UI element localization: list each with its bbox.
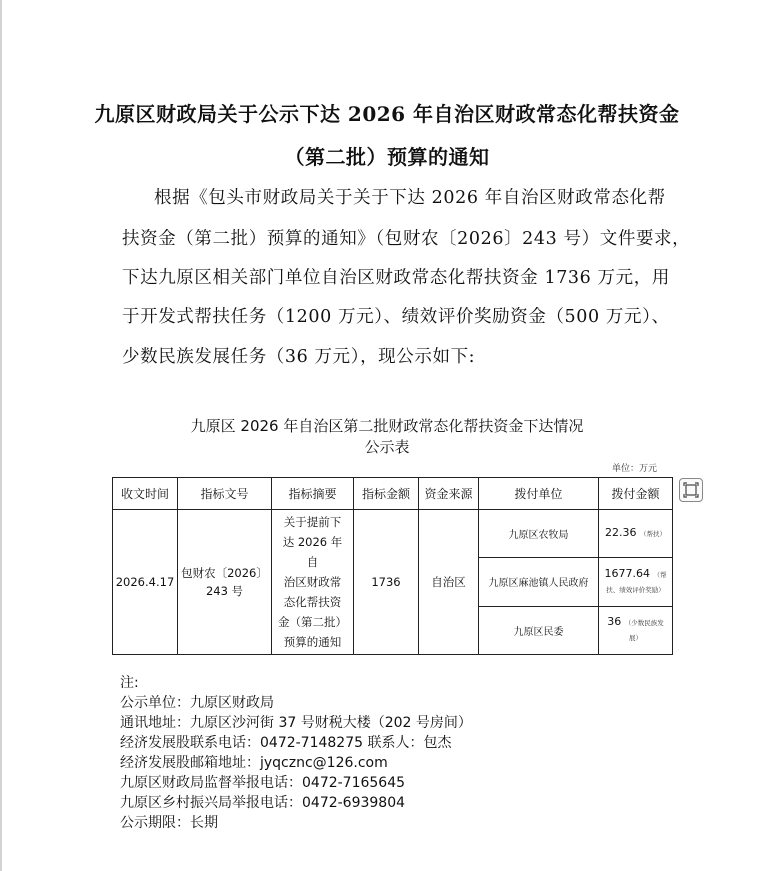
expand-table-icon[interactable] bbox=[679, 478, 703, 502]
amount-cell: 1736 bbox=[354, 510, 419, 655]
header-cell: 指标金额 bbox=[354, 478, 419, 510]
payee-amount-cell bbox=[599, 510, 673, 558]
notes-line: 公示期限：长期 bbox=[120, 815, 218, 831]
header-cell: 指标摘要 bbox=[272, 478, 354, 510]
payee-amount-note: （帮 bbox=[653, 570, 667, 579]
payee-amount-note: （少数民族发 bbox=[624, 619, 664, 628]
payee-amount-note: 扶、绩效评价奖励） bbox=[606, 585, 665, 594]
summary-line: 态化帮扶资 bbox=[283, 595, 342, 609]
notes-line: 九原区财政局监督举报电话：0472-7165645 bbox=[120, 775, 406, 791]
body-paragraph-line: 根据《包头市财政局关于关于下达 2026 年自治区财政常态化帮 bbox=[154, 188, 666, 208]
doc-number-line: 243 号 bbox=[205, 584, 244, 598]
payee-amount-note: 展） bbox=[629, 634, 642, 643]
unit-label: 单位：万元 bbox=[612, 464, 658, 474]
payee-amount: 22.36 bbox=[605, 526, 637, 540]
summary-line: 达 2026 年自 bbox=[282, 535, 343, 569]
payee-amount-cell bbox=[599, 606, 673, 654]
summary-cell bbox=[272, 510, 354, 655]
payee-unit-cell: 九原区农牧局 bbox=[479, 510, 599, 558]
notes-line: 经济发展股联系电话：0472-7148275 联系人：包杰 bbox=[120, 735, 452, 751]
body-paragraph-line: 扶资金（第二批）预算的通知》（包财农〔2026〕243 号）文件要求， bbox=[122, 229, 691, 249]
table-row bbox=[113, 510, 673, 558]
notes-line: 通讯地址：九原区沙河街 37 号财税大楼（202 号房间） bbox=[120, 715, 472, 731]
header-cell: 拨付单位 bbox=[479, 478, 599, 510]
notes-line: 经济发展股邮箱地址：jyqcznc@126.com bbox=[120, 755, 388, 771]
payee-amount-cell bbox=[599, 558, 673, 606]
body-paragraph-line: 于开发式帮扶任务（1200 万元）、绩效评价奖励资金（500 万元）、 bbox=[122, 307, 670, 327]
body-paragraph-line: 下达九原区相关部门单位自治区财政常态化帮扶资金 1736 万元，用 bbox=[122, 268, 670, 288]
notes-line: 九原区乡村振兴局举报电话：0472-6939804 bbox=[120, 795, 406, 811]
table-title-line2: 公示表 bbox=[364, 438, 410, 456]
allocation-table bbox=[112, 477, 673, 655]
payee-unit-cell: 九原区民委 bbox=[479, 606, 599, 654]
notes-line: 公示单位：九原区财政局 bbox=[120, 695, 274, 711]
table-title-line1: 九原区 2026 年自治区第二批财政常态化帮扶资金下达情况 bbox=[190, 417, 584, 435]
summary-line: 金（第二批） bbox=[278, 615, 347, 629]
summary-line: 关于提前下 bbox=[283, 515, 342, 529]
payee-amount: 36 bbox=[607, 615, 622, 629]
notes-heading: 注: bbox=[120, 675, 139, 691]
doc-number-line: 包财农〔2026〕 bbox=[181, 566, 268, 580]
header-cell: 收文时间 bbox=[113, 478, 178, 510]
summary-line: 预算的通知 bbox=[283, 635, 342, 649]
notes-block bbox=[120, 673, 472, 833]
header-cell: 资金来源 bbox=[419, 478, 479, 510]
notice-title-line1: 九原区财政局关于公示下达 2026 年自治区财政常态化帮扶资金 bbox=[94, 102, 680, 126]
source-cell: 自治区 bbox=[419, 510, 479, 655]
summary-line: 治区财政常 bbox=[283, 575, 342, 589]
body-paragraph-line: 少数民族发展任务（36 万元），现公示如下: bbox=[122, 347, 476, 367]
payee-unit-cell: 九原区麻池镇人民政府 bbox=[479, 558, 599, 606]
header-cell: 指标文号 bbox=[178, 478, 272, 510]
doc-number-cell bbox=[178, 510, 272, 655]
header-cell: 拨付金额 bbox=[599, 478, 673, 510]
notice-title-line2: （第二批）预算的通知 bbox=[284, 145, 490, 169]
payee-amount: 1677.64 bbox=[604, 566, 650, 580]
receipt-date-cell: 2026.4.17 bbox=[113, 510, 178, 655]
payee-amount-note: （帮扶） bbox=[640, 530, 666, 539]
table-header-row bbox=[113, 478, 673, 510]
